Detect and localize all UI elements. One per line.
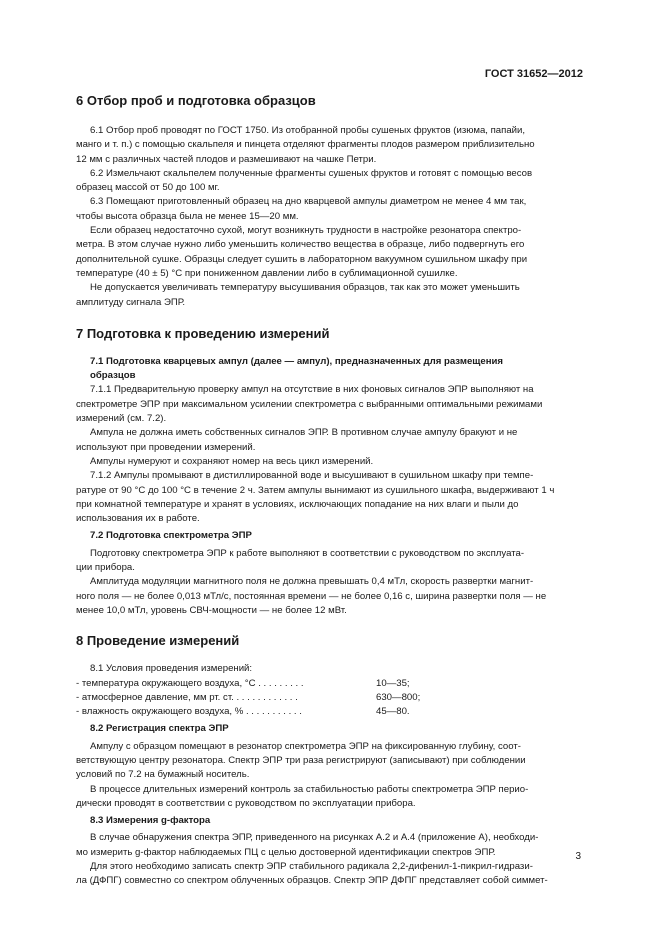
line: Не допускается увеличивать температуру высушивания образцов, так как это может уменьшить xyxy=(90,282,520,294)
line: использования их в работе. xyxy=(76,513,200,525)
line: Подготовку спектрометра ЭПР к работе выполняют в соответствии с руководством по эксплуата- xyxy=(90,547,525,559)
line: при комнатной температуре и хранят в условиях, исключающих попадание на них влаги и пыли до xyxy=(76,498,519,510)
line: В случае обнаружения спектра ЭПР, приведенного на рисунках А.2 и А.4 (приложение А), необходи- xyxy=(90,832,539,844)
line: В процессе длительных измерений контроль за стабильностью работы спектрометра ЭПР перио- xyxy=(90,783,529,795)
subsection-8-2-title: 8.2 Регистрация спектра ЭПР xyxy=(90,723,229,735)
line: 7.1 Подготовка кварцевых ампул (далее — ампул), предназначенных для размещения xyxy=(90,355,503,367)
paragraph-6-2 xyxy=(76,167,584,196)
paragraph-8-2-a xyxy=(76,740,584,783)
line: спектрометре ЭПР при максимальном усилении спектрометра с выбранными оптимальными режимами xyxy=(76,398,543,410)
line: Ампулу с образцом помещают в резонатор спектрометра ЭПР на фиксированную глубину, соот- xyxy=(90,740,521,752)
line: ла (ДФПГ) совместно со спектром облученных образцов. Спектр ЭПР ДФПГ представляет собой симмет- xyxy=(76,875,548,887)
paragraph-ampule-numbering xyxy=(76,455,584,469)
subsection-7-1-title xyxy=(76,355,584,384)
paragraph-6-3-note xyxy=(76,224,584,281)
line: 12 мм с различных частей плодов и размешивают на чашке Петри. xyxy=(76,153,377,165)
line: измерений (см. 7.2). xyxy=(76,413,167,425)
line: ного поля — не более 0,013 мТл/с, постоянная времени — не более 0,16 с, ширина развертки поля — не xyxy=(76,590,547,602)
line: 7.1.1 Предварительную проверку ампул на отсутствие в них фоновых сигналов ЭПР выполняют на xyxy=(90,384,534,396)
condition-label: - влажность окружающего воздуха, % . . . . . . . . . . . xyxy=(76,706,302,718)
condition-value: 10—35; xyxy=(376,677,410,689)
paragraph-8-1: 8.1 Условия проведения измерений: xyxy=(90,663,253,675)
section-7-title: 7 Подготовка к проведению измерений xyxy=(76,325,330,341)
line: образцов xyxy=(90,370,136,382)
paragraph-8-3-a xyxy=(76,831,584,860)
standard-number: ГОСТ 31652—2012 xyxy=(484,68,583,80)
paragraph-6-3 xyxy=(76,195,584,224)
condition-pressure xyxy=(76,691,584,705)
condition-value: 630—800; xyxy=(376,691,421,703)
line: 6.2 Измельчают скальпелем полученные фрагменты сушеных фруктов и готовят с помощью весов xyxy=(90,167,533,179)
paragraph-7-1-1 xyxy=(76,383,584,426)
line: 6.3 Помещают приготовленный образец на дно кварцевой ампулы диаметром не менее 4 мм так, xyxy=(90,196,527,208)
line: мо измерить g-фактор наблюдаемых ПЦ с целью достоверной идентификации спектров ЭПР. xyxy=(76,846,496,858)
paragraph-7-2-b xyxy=(76,575,584,618)
subsection-7-2-title: 7.2 Подготовка спектрометра ЭПР xyxy=(90,530,252,542)
condition-label: - температура окружающего воздуха, °С . . . . . . . . . xyxy=(76,677,304,689)
line: амплитуду сигнала ЭПР. xyxy=(76,296,186,308)
line: манго и т. п.) с помощью скальпеля и пинцета отделяют фрагменты плодов размером приблизительно xyxy=(76,139,535,151)
line: менее 10,0 мТл, уровень СВЧ-мощности — не более 12 мВт. xyxy=(76,604,347,616)
condition-label: - атмосферное давление, мм рт. ст. . . . . . . . . . . . . xyxy=(76,691,298,703)
condition-temperature xyxy=(76,677,584,691)
line: дополнительной сушке. Образцы следует сушить в лабораторном вакуумном сушильном шкафу при xyxy=(76,253,528,265)
line: используют при проведении измерений. xyxy=(76,441,256,453)
paragraph-8-2-b xyxy=(76,783,584,812)
page-content xyxy=(76,92,584,889)
conditions-list xyxy=(76,677,584,720)
line: дически проводят в соответствии с руководством по эксплуатации прибора. xyxy=(76,797,416,809)
line: Ампулы нумеруют и сохраняют номер на весь цикл измерений. xyxy=(90,455,374,467)
line: 7.1.2 Ампулы промывают в дистиллированной воде и высушивают в сушильном шкафу при темпе- xyxy=(90,470,534,482)
line: ции прибора. xyxy=(76,562,135,574)
section-8-title: 8 Проведение измерений xyxy=(76,633,240,649)
line: Амплитуда модуляции магнитного поля не должна превышать 0,4 мТл, скорость развертки магнит- xyxy=(90,576,534,588)
line: условий по 7.2 на бумажный носитель. xyxy=(76,769,250,781)
subsection-8-3-title: 8.3 Измерения g-фактора xyxy=(90,815,211,827)
section-6-title: 6 Отбор проб и подготовка образцов xyxy=(76,93,316,108)
line: метра. В этом случае нужно либо уменьшить количество вещества в образце, либо подвергнуть его xyxy=(76,239,525,251)
paragraph-6-1 xyxy=(76,124,584,167)
condition-humidity xyxy=(76,705,584,719)
condition-value: 45—80. xyxy=(376,706,410,718)
line: ратуре от 90 °С до 100 °С в течение 2 ч. Затем ампулы вынимают из сушильного шкафа, выдерживают 1 ч xyxy=(76,484,555,496)
line: Ампула не должна иметь собственных сигналов ЭПР. В противном случае ампулу бракуют и не xyxy=(90,427,518,439)
paragraph-7-1-2 xyxy=(76,469,584,526)
line: Для этого необходимо записать спектр ЭПР стабильного радикала 2,2-дифенил-1-пикрил-гидрази- xyxy=(90,861,533,873)
line: температуре (40 ± 5) °С при пониженном давлении либо в сублимационной сушилке. xyxy=(76,267,458,279)
line: образец массой от 50 до 100 мг. xyxy=(76,182,220,194)
line: чтобы высота образца была не менее 15—20 мм. xyxy=(76,210,299,222)
paragraph-ampule-signals xyxy=(76,426,584,455)
line: Если образец недостаточно сухой, могут возникнуть трудности в настройке резонатора спектро- xyxy=(90,225,522,237)
page-number: 3 xyxy=(575,851,581,862)
line: 6.1 Отбор проб проводят по ГОСТ 1750. Из отобранной пробы сушеных фруктов (изюма, папайи, xyxy=(90,125,526,136)
paragraph-6-3-warning xyxy=(76,281,584,310)
paragraph-7-2-a xyxy=(76,547,584,576)
line: ветствующую центру резонатора. Спектр ЭПР три раза регистрируют (записывают) при соблюдении xyxy=(76,754,526,766)
paragraph-8-3-b xyxy=(76,860,584,889)
